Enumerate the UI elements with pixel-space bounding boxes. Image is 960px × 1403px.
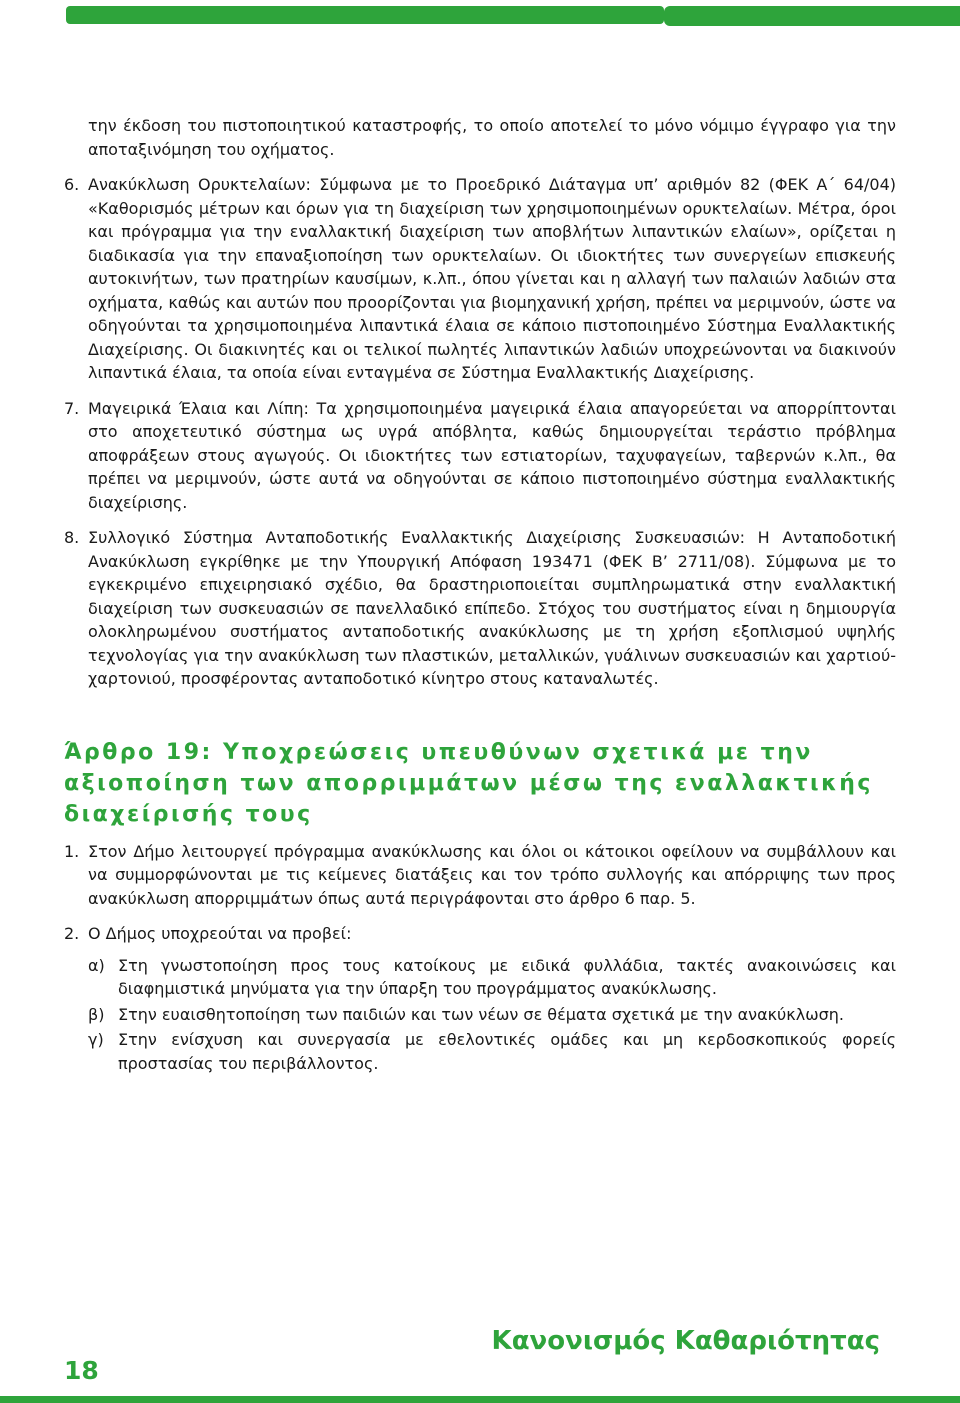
list-item-number: 6. [64,175,80,194]
intro-paragraph: την έκδοση του πιστοποιητικού καταστροφής, το οποίο αποτελεί το μόνο νόμιμο έγγραφο για την αποταξινόμηση του οχήματος. [88,116,896,159]
article-subitem-b [64,1003,896,1027]
footer-title: Κανονισμός Καθαριότητας [491,1326,880,1356]
article-subitem-c [64,1028,896,1075]
header-bar [66,6,664,24]
subitem-letter: α) [88,955,105,975]
list-item-text: Μαγειρικά Έλαια και Λίπη: Τα χρησιμοποιημένα μαγειρικά έλαια απαγορεύεται να απορρίπτονται στο αποχετευτικό σύστημα ως υγρά απόβλητα, καθώς δημιουργείται τεράστιο πρόβλημα αποφράξεων στους αγωγούς. Οι ιδιοκτήτες των εστιατορίων, ταχυφαγείων, ταβερνών κ.λπ., θα πρέπει να μεριμνούν, ώστε αυτά να οδηγούνται σε κάποιο πιστοποιημένο σύστημα εναλλακτικής διαχείρισης. [88,398,896,512]
article-subitem-a [64,954,896,1001]
list-item-6 [64,173,896,385]
list-item-text: Ανακύκλωση Ορυκτελαίων: Σύμφωνα με το Προεδρικό Διάταγμα υπ’ αριθμόν 82 (ΦΕΚ Α΄ 64/04) «Καθορισμός μέτρων και όρων για τη διαχείριση των χρησιμοποιημένων ορυκτελαίων. Μέτρα, όροι και πρόγραμμα για την εναλλακτική διαχείριση των αποβλήτων λιπαντικών ελαίων», ορίζεται η διαδικασία για την επαναξιοποίηση των ορυκτελαίων. Οι ιδιοκτήτες των συνεργείων επισκευής αυτοκινήτων, των πρατηρίων καυσίμων, κ.λπ., όπου γίνεται και η αλλαγή των παλαιών λαδιών στα οχήματα, καθώς και αυτών που προορίζονται για βιομηχανική χρήση, πρέπει να μεριμνούν, ώστε να οδηγούνται τα χρησιμοποιημένα λιπαντικά έλαια σε κάποιο πιστοποιημένο Σύστημα Εναλλακτικής Διαχείρισης. Οι διακινητές και οι τελικοί πωλητές λιπαντικών λαδιών υποχρεώνονται να διακινούν λιπαντικά έλαια, τα οποία είναι ενταγμένα σε Σύστημα Εναλλακτικής Διαχείρισης. [88,175,896,382]
subitem-letter: β) [88,1004,105,1024]
article-item-2 [64,922,896,946]
list-item-text: Στον Δήμο λειτουργεί πρόγραμμα ανακύκλωσης και όλοι οι κάτοικοι οφείλουν να συμβάλλουν και να συμμορφώνονται με τις κείμενες διατάξεις και τον τρόπο συλλογής και απόρριψης των προς ανακύκλωση απορριμμάτων όπως αυτά περιγράφονται στο άρθρο 6 παρ. 5. [88,841,896,908]
article-19-section [64,737,896,1076]
list-item-7 [64,397,896,515]
list-item-text: Συλλογικό Σύστημα Ανταποδοτικής Εναλλακτικής Διαχείρισης Συσκευασιών: Η Ανταποδοτική Ανακύκλωση εγκρίθηκε με την Υπουργική Απόφαση 193471 (ΦΕΚ Β’ 2711/08). Σύμφωνα με το εγκεκριμένο επιχειρησιακό σχέδιο, θα δραστηριοποιείται συμπληρωματικά στην εναλλακτική διαχείριση των συσκευασιών σε πανελλαδικό επίπεδο. Στόχος του συστήματος είναι η δημιουργία ολοκληρωμένου συστήματος ανταποδοτικής ανακύκλωσης με τη χρήση εξοπλισμού υψηλής τεχνολογίας για την ανακύκλωση των πλαστικών, μεταλλικών, γυάλινων συσκευασιών και χαρτιού-χαρτονιού, προσφέροντας ανταποδοτικό κίνητρο στους καταναλωτές. [88,528,896,688]
page-content [64,114,896,1077]
subitem-text: Στη γνωστοποίηση προς τους κατοίκους με ειδικά φυλλάδια, τακτές ανακοινώσεις και διαφημιστικά μηνύματα για την ύπαρξη του προγράμματος ανακύκλωσης. [118,955,896,998]
footer-bar [0,1396,960,1403]
article-heading: Άρθρο 19: Υποχρεώσεις υπευθύνων σχετικά με την αξιοποίηση των απορριμμάτων μέσω της εναλλακτικής διαχείρισής τους [64,739,873,827]
article-item-1 [64,840,896,911]
list-item-number: 2. [64,924,80,943]
subitem-letter: γ) [88,1030,104,1049]
list-item-8 [64,526,896,691]
list-item-text: Ο Δήμος υποχρεούται να προβεί: [88,924,352,943]
list-item-number: 1. [64,841,80,861]
list-item-number: 8. [64,528,80,547]
subitem-text: Στην ενίσχυση και συνεργασία με εθελοντικές ομάδες και μη κερδοσκοπικούς φορείς προστασίας του περιβάλλοντος. [118,1030,896,1073]
header-bar-tab [664,6,960,26]
page-number: 18 [64,1356,99,1385]
subitem-text: Στην ευαισθητοποίηση των παιδιών και των νέων σε θέματα σχετικά με την ανακύκλωση. [118,1004,844,1024]
list-item-number: 7. [64,398,80,418]
